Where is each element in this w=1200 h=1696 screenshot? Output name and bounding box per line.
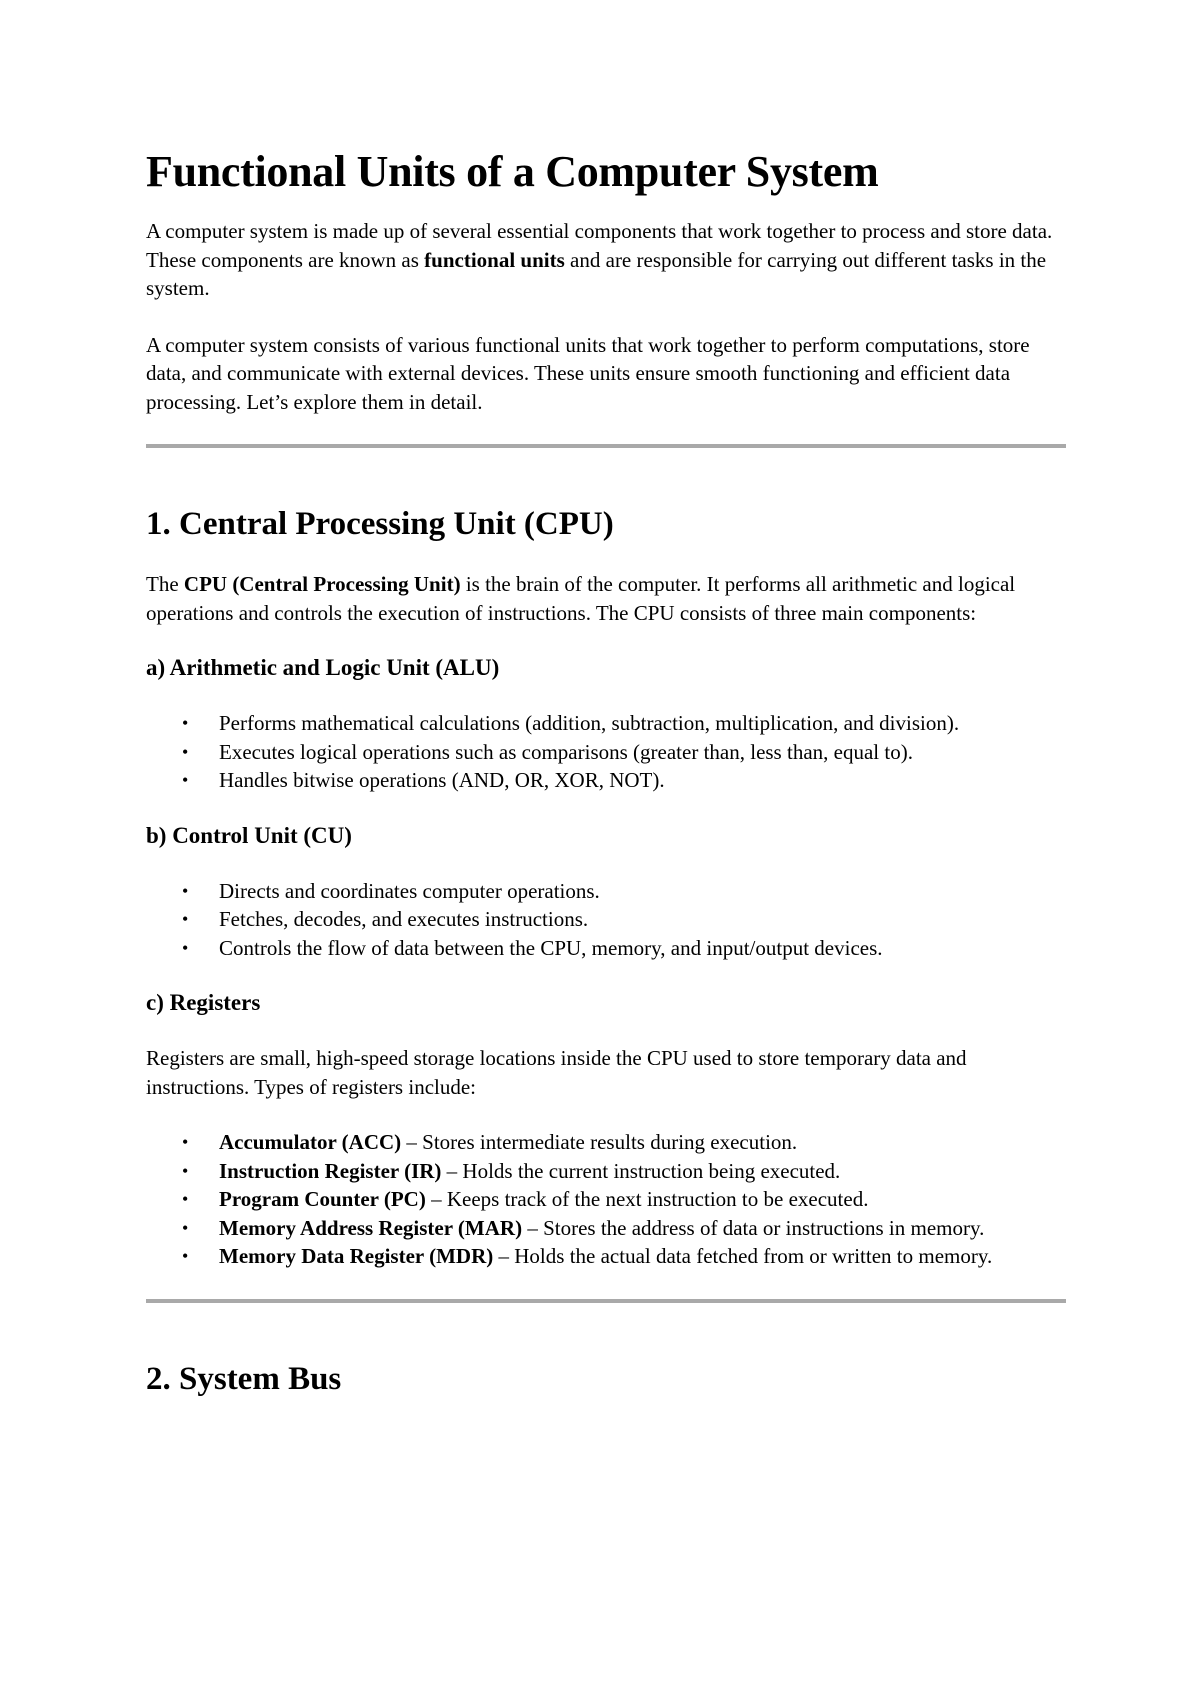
list-item: • Executes logical operations such as comparisons (greater than, less than, equal to). <box>146 738 1066 767</box>
list-item: • Memory Data Register (MDR) – Holds the actual data fetched from or written to memory. <box>146 1242 1066 1271</box>
list-item: • Controls the flow of data between the CPU, memory, and input/output devices. <box>146 934 1066 963</box>
section-divider <box>146 1299 1066 1303</box>
intro-paragraph-2: A computer system consists of various functional units that work together to perform computations, store data, and communicate with external devices. These units ensure smooth functioning and efficient data processing. Let’s explore them in detail. <box>146 332 1030 414</box>
bullet-icon: • <box>182 1132 189 1152</box>
cpu-intro-text: The <box>146 572 184 596</box>
bullet-icon: • <box>182 909 189 929</box>
list-item: • Performs mathematical calculations (addition, subtraction, multiplication, and division). <box>146 709 1066 738</box>
section-divider <box>146 444 1066 448</box>
section-heading-cpu: 1. Central Processing Unit (CPU) <box>146 506 614 542</box>
bullet-icon: • <box>182 770 189 790</box>
register-term: Accumulator (ACC) <box>219 1130 402 1154</box>
registers-intro-paragraph: Registers are small, high-speed storage locations inside the CPU used to store temporary data and instructions. Types of registers include: <box>146 1046 967 1099</box>
list-item: • Fetches, decodes, and executes instructions. <box>146 905 1066 934</box>
cpu-intro-text: is the brain of the computer. It performs all arithmetic and logical operations and controls the execution of instructions. The CPU consists of three main components: <box>146 572 1016 625</box>
registers-list <box>146 1128 1066 1271</box>
intro-text: A computer system is made up of several essential components that work together to process and store data. These components are known as <box>146 219 1053 272</box>
document-title: Functional Units of a Computer System <box>146 147 879 196</box>
subheading-alu: a) Arithmetic and Logic Unit (ALU) <box>146 655 500 680</box>
register-term: Program Counter (PC) <box>219 1187 426 1211</box>
subheading-cu: b) Control Unit (CU) <box>146 822 352 848</box>
alu-list <box>146 709 1066 795</box>
bullet-icon: • <box>182 741 189 762</box>
bullet-icon: • <box>182 1160 189 1181</box>
intro-text: and are responsible for carrying out different tasks in the system. <box>146 247 1047 300</box>
cpu-bold-term: CPU (Central Processing Unit) <box>183 572 461 596</box>
bullet-icon: • <box>182 937 189 958</box>
register-term: Memory Data Register (MDR) <box>219 1244 494 1268</box>
cu-list <box>146 877 1066 963</box>
list-item: • Directs and coordinates computer operations. <box>146 877 1066 906</box>
bullet-icon: • <box>182 1217 189 1238</box>
list-item: • Memory Address Register (MAR) – Stores the address of data or instructions in memory. <box>146 1214 1066 1243</box>
list-item: • Program Counter (PC) – Keeps track of the next instruction to be executed. <box>146 1185 1066 1214</box>
bullet-icon: • <box>182 880 189 901</box>
intro-paragraph-1 <box>146 217 1066 303</box>
document-page <box>146 0 1066 1399</box>
subheading-registers: c) Registers <box>146 990 261 1015</box>
list-item: • Accumulator (ACC) – Stores intermediate results during execution. <box>146 1128 1066 1157</box>
bullet-icon: • <box>182 1246 189 1266</box>
register-term: Memory Address Register (MAR) <box>219 1215 523 1240</box>
cpu-intro-paragraph <box>146 570 1066 627</box>
section-heading-system-bus: 2. System Bus <box>146 1360 342 1397</box>
list-item: • Instruction Register (IR) – Holds the current instruction being executed. <box>146 1157 1066 1186</box>
bullet-icon: • <box>182 1189 189 1209</box>
intro-bold-term: functional units <box>424 247 565 272</box>
bullet-icon: • <box>182 713 189 733</box>
list-item: • Handles bitwise operations (AND, OR, XOR, NOT). <box>146 766 1066 795</box>
register-term: Instruction Register (IR) <box>219 1158 442 1183</box>
